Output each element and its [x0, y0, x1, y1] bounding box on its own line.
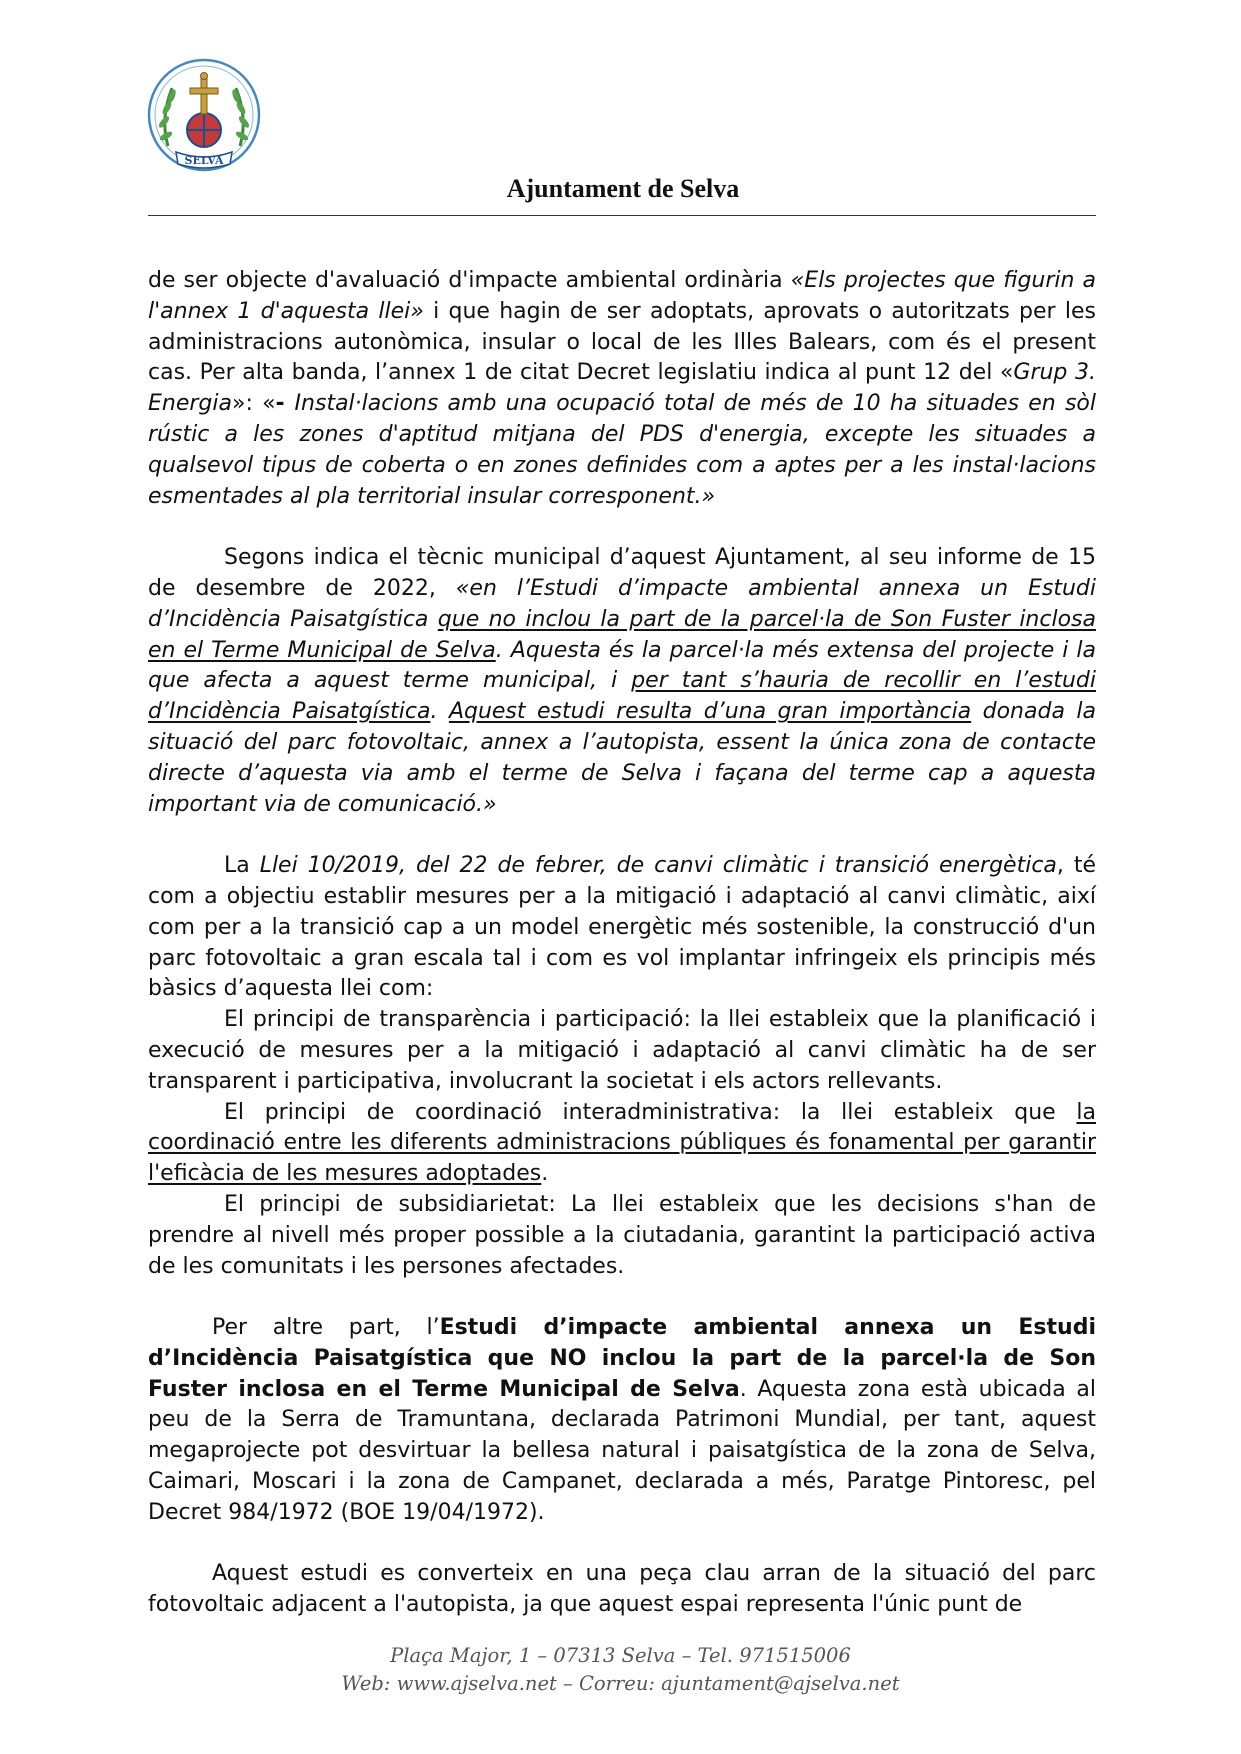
paragraph-5: El principi de coordinació interadministrativa: la llei estableix que la coordinació entre les diferents administracions públiques és fonamental per garantir l'eficàcia de les mesures adoptades. — [148, 1099, 1096, 1187]
svg-text:SELVA: SELVA — [184, 154, 224, 167]
paragraph-7: Per altre part, l’Estudi d’impacte ambiental annexa un Estudi d’Incidència Paisatgística que NO inclou la part de la parcel·la de Son Fuster inclosa en el Terme Municipal de Selva. Aquesta zona està ubicada al peu de la Serra de Tramuntana, declarada Patrimoni Mundial, per tant, aquest megaprojecte pot desvirtuar la bellesa natural i paisatgística de la zona de Selva, Caimari, Moscari i la zona de Campanet, declarada a més, Paratge Pintoresc, pel Decret 984/1972 (BOE 19/04/1972). — [148, 1315, 1097, 1525]
letter-body — [148, 266, 1096, 1621]
paragraph-2: Segons indica el tècnic municipal d’aquest Ajuntament, al seu informe de 15 de desembre de 2022, «en l’Estudi d’impacte ambiental annexa un Estudi d’Incidència Paisatgística que no inclou la part de la parcel·la de Son Fuster inclosa en el Terme Municipal de Selva. Aquesta és la parcel·la més extensa del projecte i la que afecta a aquest terme municipal, i per tant s’hauria de recollir en l’estudi d’Incidència Paisatgística. Aquest estudi resulta d’una gran importància donada la situació del parc fotovoltaic, annex a l’autopista, essent la única zona de contacte directe d’aquesta via amb el terme de Selva i façana del terme cap a aquesta important via de comunicació.» — [148, 545, 1097, 817]
footer-contact: Web: www.ajselva.net – Correu: ajuntament@ajselva.net — [341, 1672, 900, 1695]
paragraph-4: El principi de transparència i participació: la llei estableix que la planificació i execució de mesures per a la mitigació i adaptació al canvi climàtic ha de ser transparent i participativa, involucrant la societat i els actors rellevants. — [148, 1007, 1096, 1094]
paragraph-8: Aquest estudi es converteix en una peça clau arran de la situació del parc fotovoltaic adjacent a l'autopista, ja que aquest espai representa l'únic punt de — [148, 1561, 1096, 1618]
header-divider — [148, 215, 1096, 216]
paragraph-3: La Llei 10/2019, del 22 de febrer, de canvi climàtic i transició energètica, té com a objectiu establir mesures per a la mitigació i adaptació al canvi climàtic, així com per a la transició cap a un model energètic més sostenible, la construcció d'un parc fotovoltaic a gran escala tal i com es vol implantar infringeix els principis més bàsics d’aquesta llei com: — [148, 853, 1096, 1002]
paragraph-6: El principi de subsidiarietat: La llei estableix que les decisions s'han de prendre al nivell més proper possible a la ciutadania, garantint la participació activa de les comunitats i les persones afectades. — [148, 1191, 1096, 1279]
municipal-seal-logo — [146, 58, 268, 178]
page-title: Ajuntament de Selva — [506, 174, 740, 203]
footer-address: Plaça Major, 1 – 07313 Selva – Tel. 971515006 — [390, 1644, 851, 1667]
paragraph-1: de ser objecte d'avaluació d'impacte ambiental ordinària «Els projectes que figurin a l'annex 1 d'aquesta llei» i que hagin de ser adoptats, aprovats o autoritzats per les administracions autonòmica, insular o local de les Illes Balears, com és el present cas. Per alta banda, l’annex 1 de citat Decret legislatiu indica al punt 12 del «Grup 3. Energia»: «- Instal·lacions amb una ocupació total de més de 10 ha situades en sòl rústic a les zones d'aptitud mitjana del PDS d'energia, excepte les situades a qualsevol tipus de coberta o en zones definides com a aptes per a les instal·lacions esmentades al pla territorial insular corresponent.» — [148, 268, 1096, 509]
